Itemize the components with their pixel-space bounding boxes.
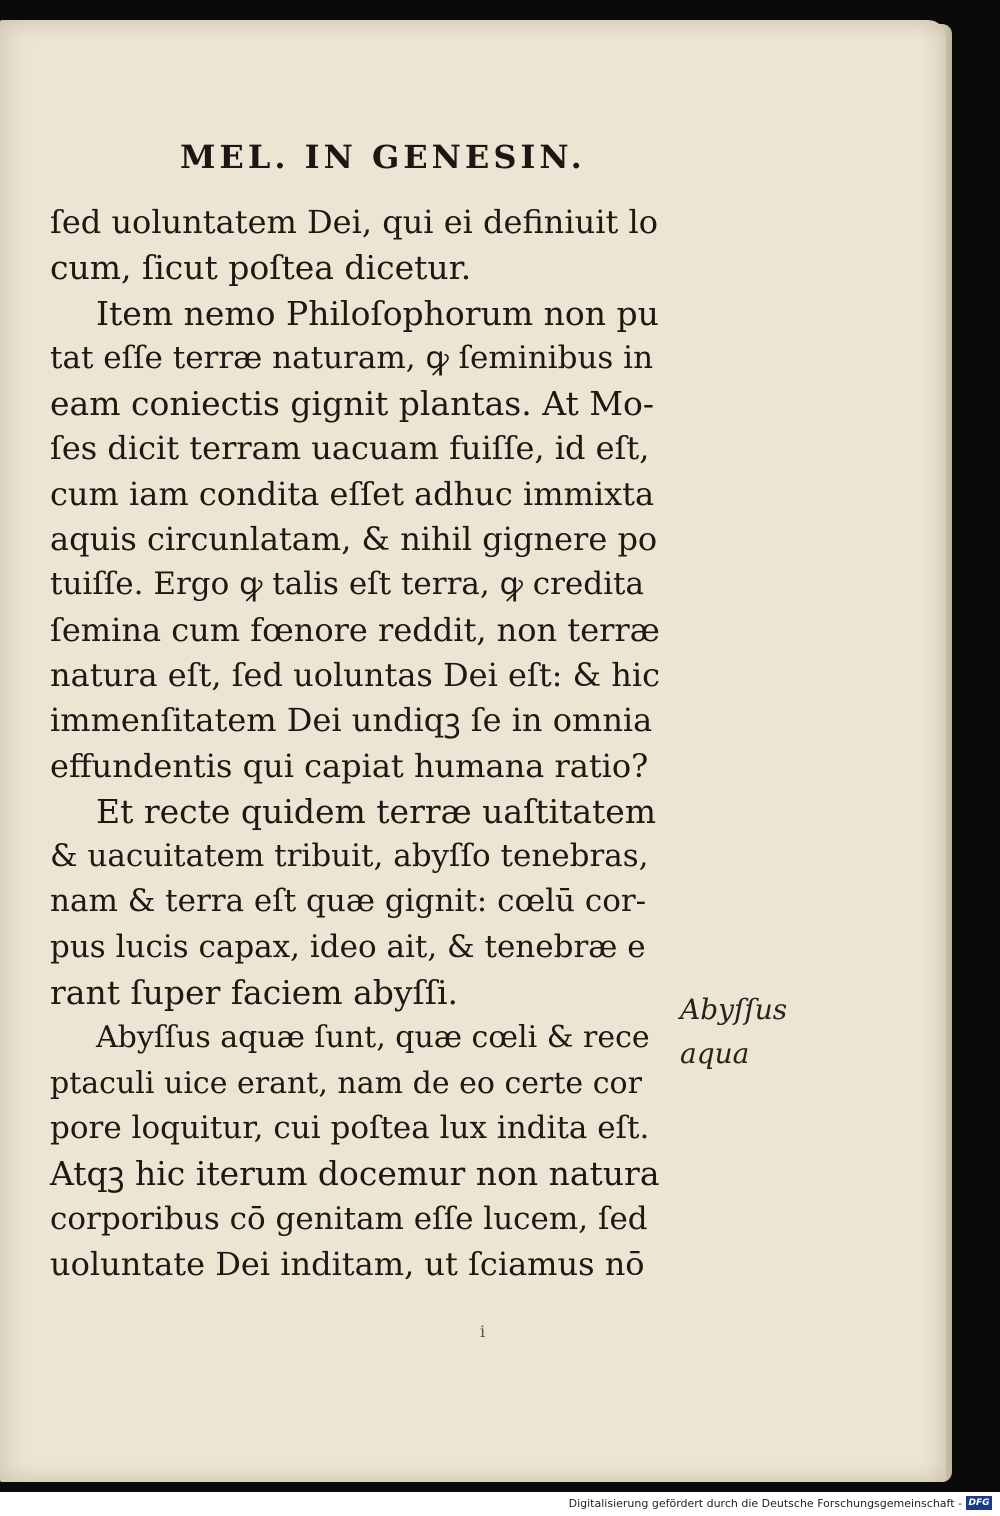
text-line: ſed uoluntatem Dei, qui ei definiuit lo [50, 203, 659, 241]
text-line: ſemina cum fœnore reddit, non terræ [50, 610, 660, 649]
footer-credit: Digitalisierung gefördert durch die Deutsche Forschungsgemeinschaft - [568, 1497, 962, 1510]
marginal-note [680, 988, 810, 1076]
text-line: Item nemo Philoſophorum non pu [96, 293, 659, 333]
text-line: tat eſſe terræ naturam, ꝙ ſeminibus in [50, 339, 654, 376]
text-line: effundentis qui capiat humana ratio? [50, 746, 649, 785]
text-line: ſes dicit terram uacuam fuiſſe, id eſt, [50, 429, 650, 468]
running-head: MEL. IN GENESIN. [180, 138, 586, 176]
text-line: cum, ſicut poſtea dicetur. [50, 248, 472, 288]
text-line: uoluntate Dei inditam, ut ſciamus nō [50, 1244, 645, 1283]
text-line: tuiſſe. Ergo ꝙ talis eſt terra, ꝙ credita [50, 566, 644, 603]
text-line: corporibus cō genitam eſſe lucem, ſed [50, 1200, 648, 1237]
folio-mark: i [480, 1322, 486, 1341]
text-line: immenſitatem Dei undiqꝫ ſe in omnia [50, 701, 653, 740]
dfg-logo: DFG [966, 1496, 992, 1510]
body-text [50, 200, 660, 1287]
text-line: aquis circunlatam, & nihil gignere po [50, 520, 658, 559]
marginal-note-line: aqua [680, 1037, 750, 1070]
marginal-note-line: Abyſſus [680, 993, 788, 1026]
text-line: cum iam condita eſſet adhuc immixta [50, 474, 655, 513]
text-line: pore loquitur, cui poſtea lux indita eſt. [50, 1109, 650, 1146]
text-line: Et recte quidem terræ uaſtitatem [96, 791, 657, 831]
text-line: eam coniectis gignit plantas. At Mo‑ [50, 384, 655, 424]
text-line: rant ſuper faciem abyſſi. [50, 973, 458, 1013]
text-line: natura eſt, ſed uoluntas Dei eſt: & hic [50, 655, 660, 694]
text-line: ptaculi uice erant, nam de eo certe cor [50, 1065, 642, 1101]
text-line: pus lucis capax, ideo ait, & tenebræ e [50, 928, 646, 965]
text-line: & uacuitatem tribuit, abyſſo tenebras, [50, 838, 649, 875]
text-line: nam & terra eſt quæ gignit: cœlū cor‑ [50, 883, 647, 920]
text-line: Abyſſus aquæ ſunt, quæ cœli & rece [96, 1020, 650, 1056]
text-line: Atqꝫ hic iterum docemur non natura [50, 1154, 660, 1194]
